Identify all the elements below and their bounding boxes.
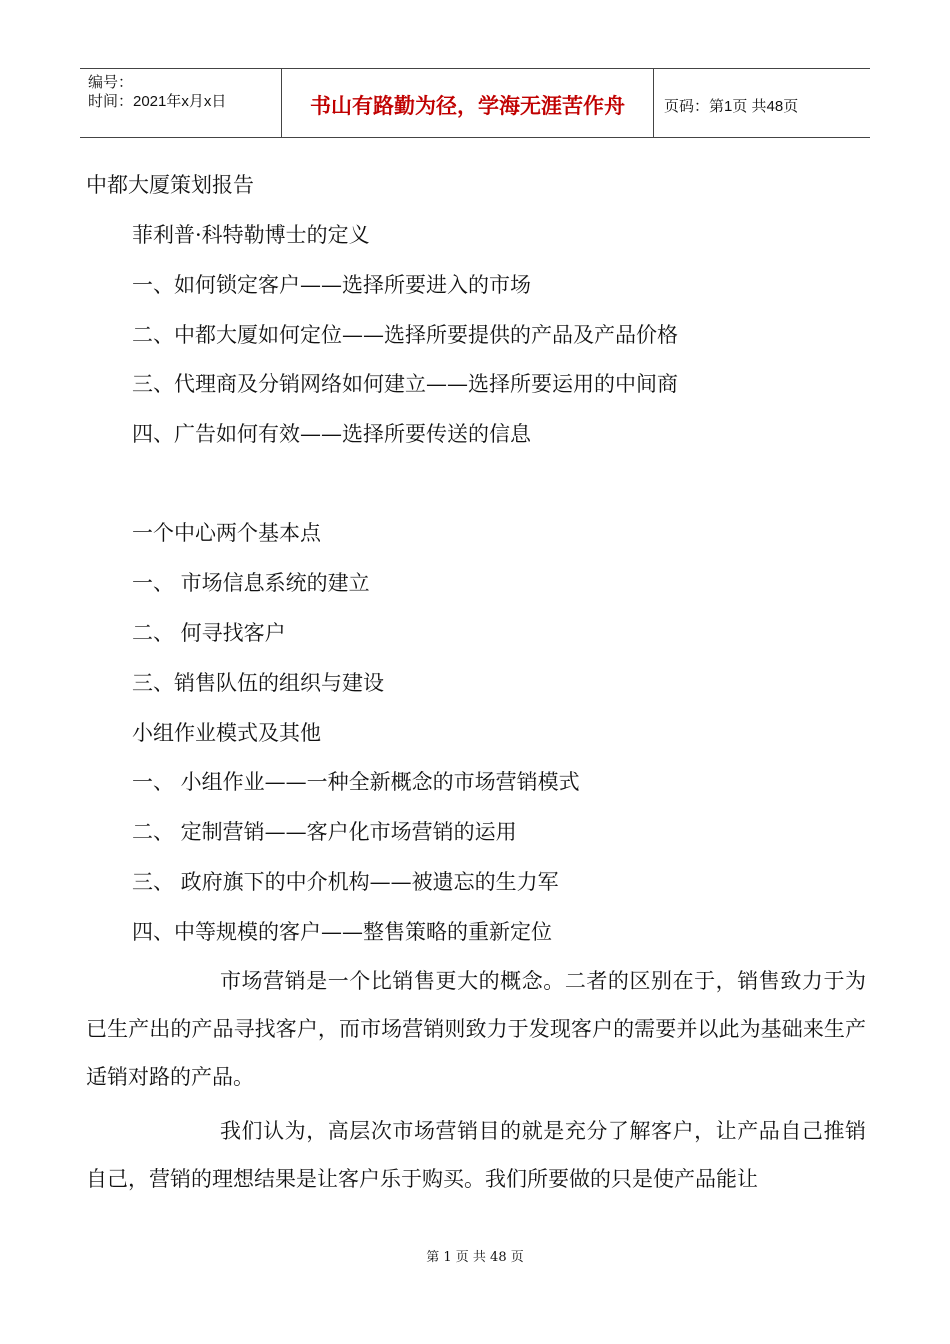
header-motto: 书山有路勤为径，学海无涯苦作舟 <box>282 69 654 137</box>
outline-line: 三、 政府旗下的中介机构——被遗忘的生力军 <box>132 870 559 894</box>
section-heading: 小组作业模式及其他 <box>132 721 321 745</box>
outline-line: 一、 市场信息系统的建立 <box>132 571 370 595</box>
outline-line: 一、如何锁定客户——选择所要进入的市场 <box>132 273 531 297</box>
outline-line: 一、 小组作业——一种全新概念的市场营销模式 <box>132 770 580 794</box>
outline-line: 三、销售队伍的组织与建设 <box>132 671 384 695</box>
outline-line: 菲利普·科特勒博士的定义 <box>132 223 370 247</box>
outline-line: 二、 何寻找客户 <box>132 621 286 645</box>
document-title: 中都大厦策划报告 <box>86 173 254 197</box>
section-heading: 一个中心两个基本点 <box>132 521 321 545</box>
page-footer: 第 1 页 共 48 页 <box>426 1250 524 1265</box>
outline-line: 二、 定制营销——客户化市场营销的运用 <box>132 820 517 844</box>
outline-line: 二、中都大厦如何定位——选择所要提供的产品及产品价格 <box>132 323 678 347</box>
header-number-label: 编号： <box>88 74 134 91</box>
body-paragraph: 市场营销是一个比销售更大的概念。二者的区别在于，销售致力于为已生产出的产品寻找客户，而市场营销则致力于发现客户的需要并以此为基础来生产适销对路的产品。 <box>86 969 866 1089</box>
document-header <box>80 68 870 138</box>
outline-line: 三、代理商及分销网络如何建立——选择所要运用的中间商 <box>132 372 678 396</box>
header-meta-cell <box>80 69 282 137</box>
header-page-info: 页码：第1页 共48页 <box>664 97 799 115</box>
body-paragraph: 我们认为，高层次市场营销目的就是充分了解客户，让产品自己推销自己，营销的理想结果是让客户乐于购买。我们所要做的只是使产品能让 <box>86 1119 866 1191</box>
header-date-label: 时间：2021年x月x日 <box>88 93 227 110</box>
outline-line: 四、中等规模的客户——整售策略的重新定位 <box>132 920 552 944</box>
outline-line: 四、广告如何有效——选择所要传送的信息 <box>132 422 531 446</box>
